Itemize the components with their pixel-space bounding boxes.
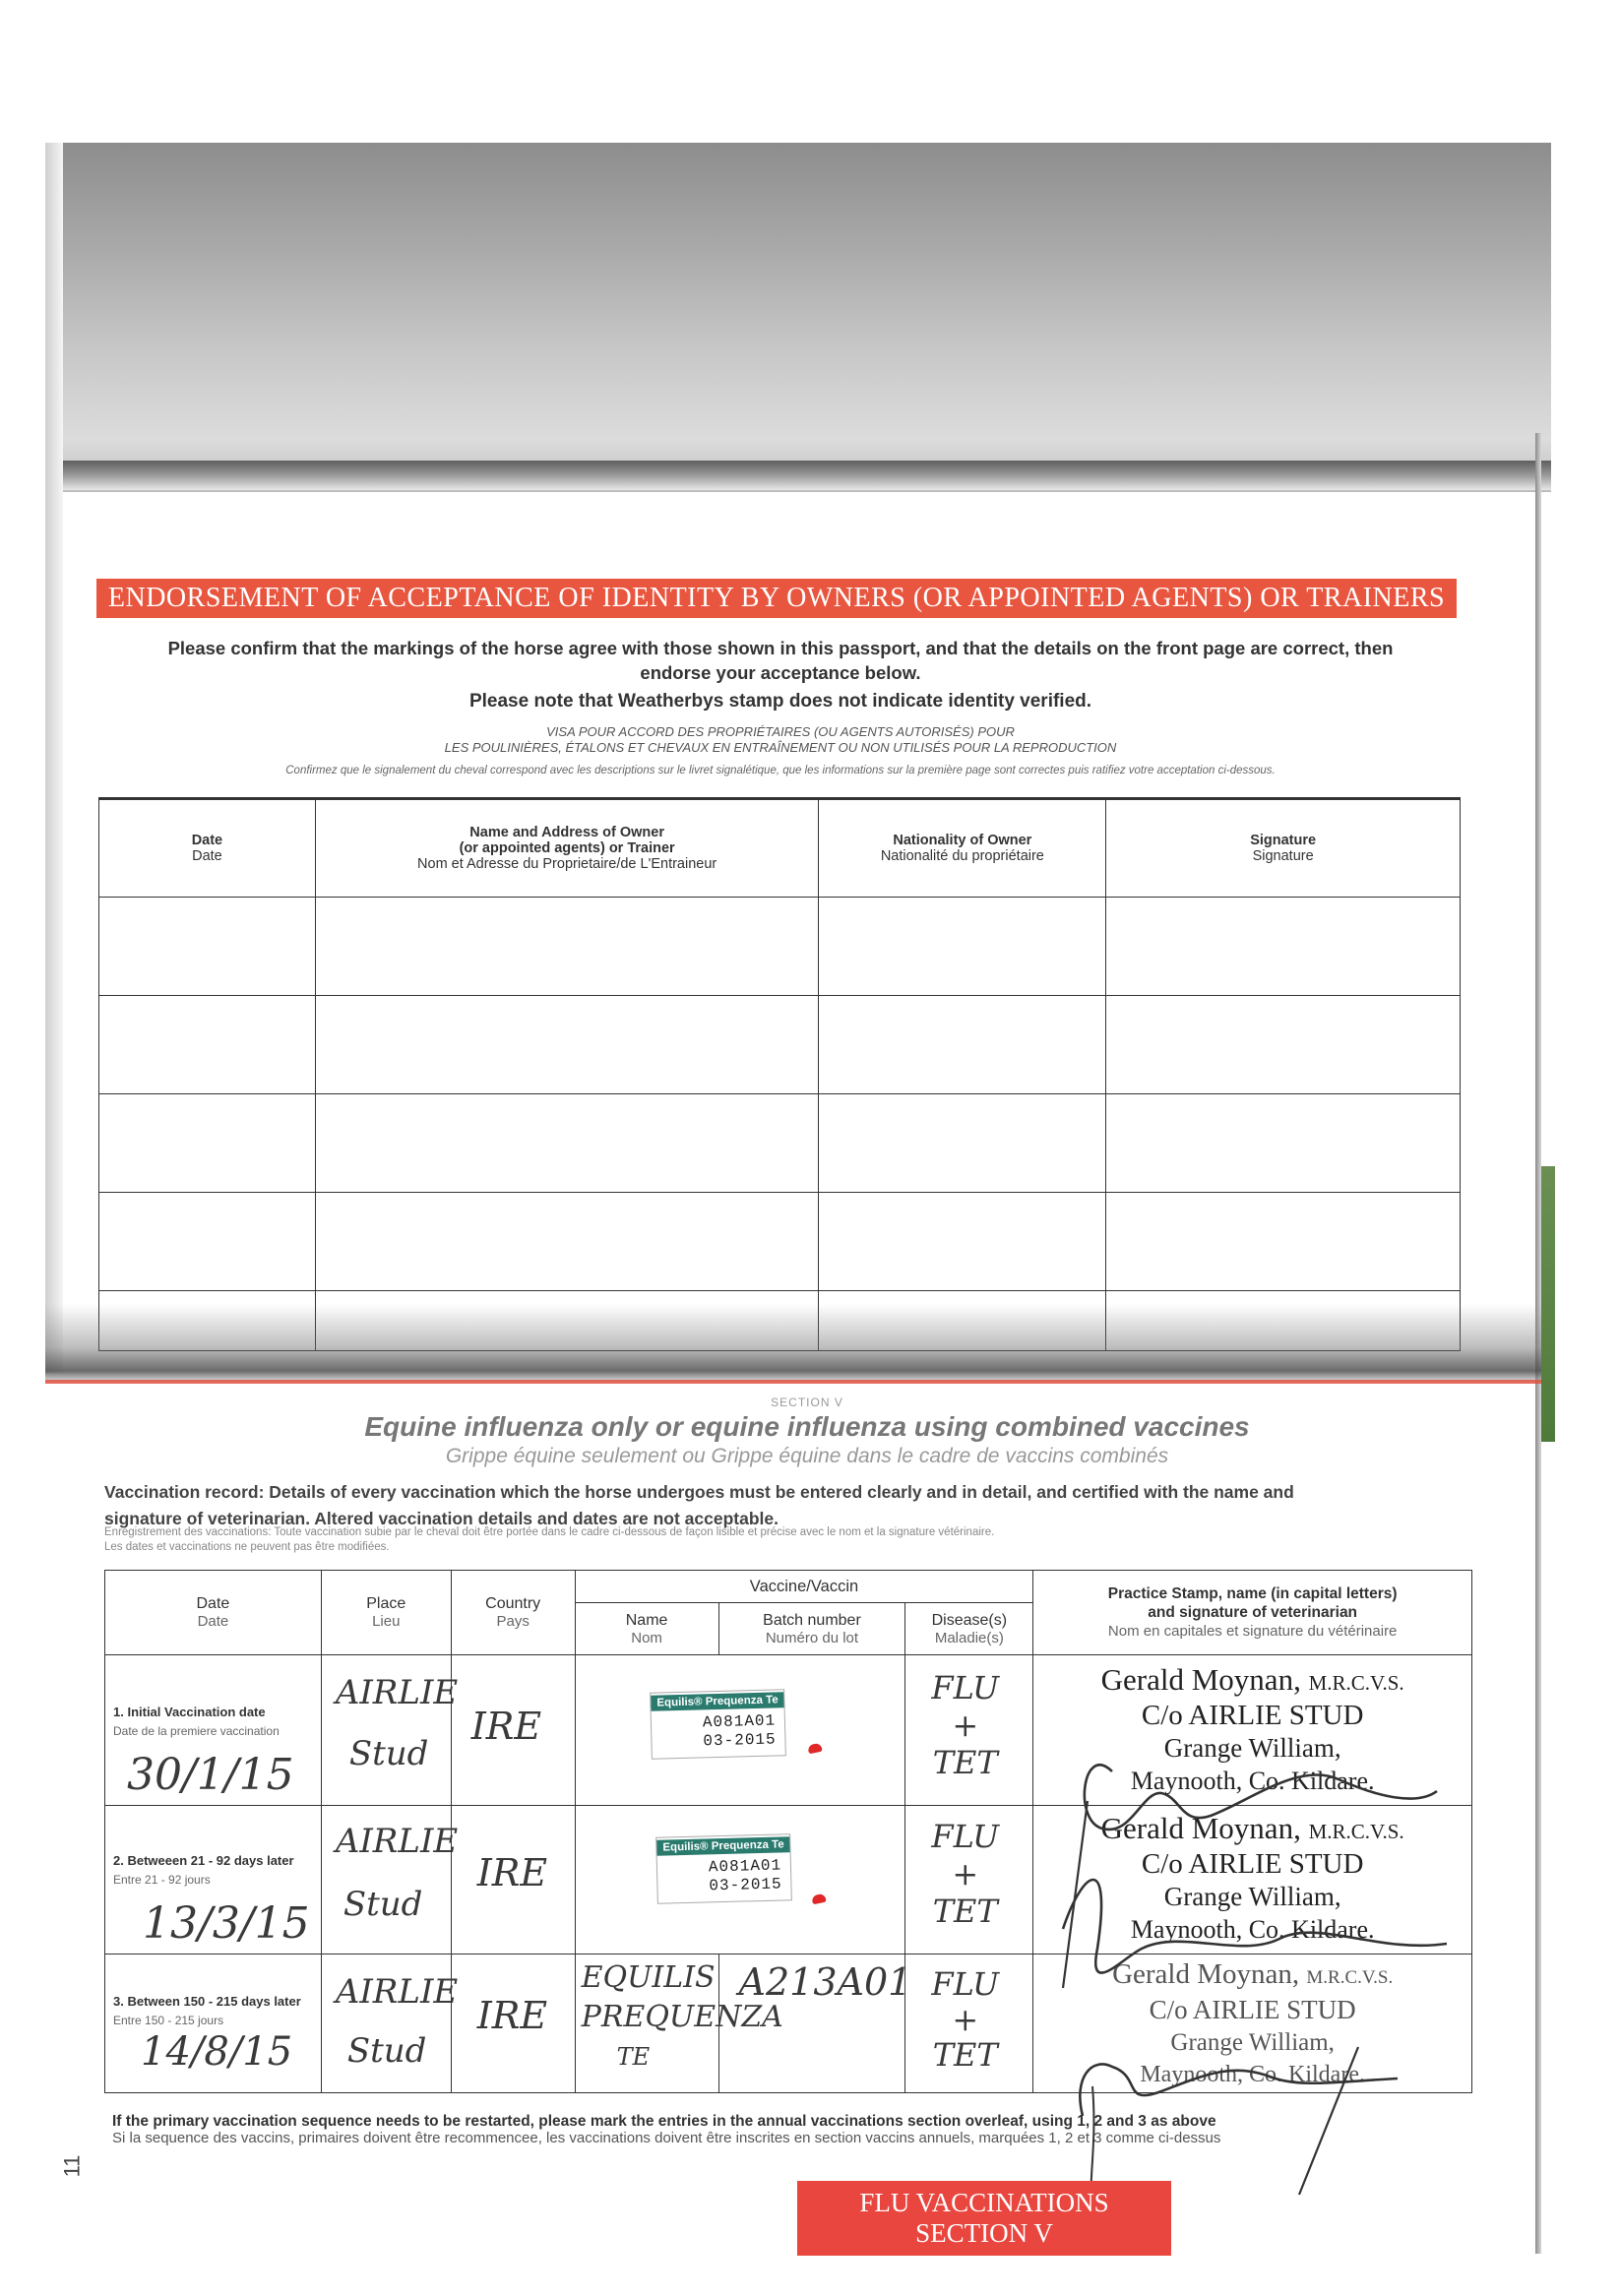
confirm-french: Confirmez que le signalement du cheval correspond avec les descriptions sur le livret signalétique, que les informations sur la première page sont correctes puis ratifiez votre acceptation ci-dessous.	[285, 765, 1276, 776]
cell-empty[interactable]	[99, 1094, 316, 1193]
col-date	[99, 799, 316, 898]
red-mark	[807, 1743, 823, 1755]
endorsement-header-row	[99, 799, 1461, 898]
stamp-line-4: Maynooth, Co. Kildare.	[1130, 1915, 1375, 1944]
handwritten-country: IRE	[476, 1994, 548, 2037]
row-label-fr: Date de la premiere vaccination	[113, 1724, 280, 1738]
disease-line-2: +	[952, 2001, 979, 2038]
col-signature-fr: Signature	[1252, 848, 1314, 864]
visa-french	[96, 724, 1464, 756]
col-owner-en2: (or appointed agents) or Trainer	[459, 840, 675, 856]
cell-empty[interactable]	[315, 1193, 819, 1291]
handwritten-disease	[931, 1818, 999, 1930]
vaccination-header-row-1	[105, 1571, 1472, 1603]
col-place-en: Place	[366, 1595, 406, 1612]
col-place	[321, 1571, 451, 1655]
col-disease-fr: Maladie(s)	[934, 1629, 1004, 1646]
vaccine-sticker	[650, 1689, 786, 1760]
stamp-name-line	[1033, 1958, 1471, 1994]
practice-stamp-cell[interactable]	[1033, 1806, 1472, 1955]
col-date-en: Date	[191, 833, 223, 848]
handwritten-date: 13/3/15	[143, 1898, 310, 1949]
disease-cell[interactable]	[905, 1955, 1033, 2093]
sticker-batch: A081A01	[708, 1856, 782, 1877]
col-owner-en: Name and Address of Owner	[469, 825, 664, 840]
section-tab	[797, 2181, 1171, 2256]
scan-page-edge	[45, 461, 1551, 490]
section-label: SECTION V	[771, 1396, 843, 1409]
col-signature-en: Signature	[1250, 833, 1317, 848]
handwritten-place-2: Stud	[348, 1734, 429, 1773]
page-fold-line	[45, 1380, 1541, 1384]
col-batch	[718, 1603, 905, 1655]
stamp-line-3: Grange William,	[1163, 1882, 1341, 1911]
restart-note: If the primary vaccination sequence needs to be restarted, please mark the entries in the annual vaccinations section overleaf, using 1, 2 and 3 as above	[112, 2113, 1216, 2130]
vaccine-label-cell[interactable]	[575, 1806, 905, 1955]
place-cell[interactable]	[321, 1806, 459, 1955]
batch-cell[interactable]	[718, 1955, 912, 2093]
visa-line-1: VISA POUR ACCORD DES PROPRIÉTAIRES (OU AGENTS AUTORISÉS) POUR	[546, 724, 1015, 739]
practice-stamp-cell[interactable]	[1033, 1655, 1472, 1806]
col-signature	[1106, 799, 1461, 898]
col-country	[451, 1571, 575, 1655]
country-cell[interactable]	[451, 1655, 575, 1806]
col-nationality	[819, 799, 1106, 898]
endorsement-banner: ENDORSEMENT OF ACCEPTANCE OF IDENTITY BY OWNERS (OR APPOINTED AGENTS) OR TRAINERS	[96, 579, 1457, 618]
col-practice-stamp	[1033, 1571, 1472, 1655]
cell-empty[interactable]	[819, 1193, 1106, 1291]
vaccine-name-line-3: TE	[616, 2043, 651, 2071]
handwritten-date: 14/8/15	[141, 2029, 293, 2075]
disease-line-1: FLU	[931, 1965, 1000, 2003]
stamp-line-4: Maynooth, Co. Kildare.	[1140, 2062, 1365, 2087]
vaccine-name-line-2: PREQUENZA	[581, 2000, 783, 2034]
row-label-fr: Entre 21 - 92 jours	[113, 1873, 211, 1887]
sticker-brand: Equilis® Prequenza Te	[656, 1836, 790, 1856]
vet-stamp	[1033, 1663, 1471, 1797]
cell-empty[interactable]	[819, 996, 1106, 1094]
section-tab-line-1: FLU VACCINATIONS	[859, 2188, 1109, 2217]
col-owner-fr: Nom et Adresse du Proprietaire/de L'Entraineur	[417, 856, 717, 872]
col-vac-date-fr: Date	[197, 1613, 229, 1630]
cell-empty[interactable]	[315, 1094, 819, 1193]
section-title: Equine influenza only or equine influenza using combined vaccines	[364, 1411, 1250, 1442]
country-cell[interactable]	[451, 1806, 575, 1955]
col-disease-en: Disease(s)	[931, 1611, 1008, 1629]
stamp-vet-name: Gerald Moynan,	[1100, 1662, 1301, 1697]
disease-line-2: +	[952, 1855, 979, 1893]
scan-shadow-top	[45, 143, 1551, 492]
col-disease	[905, 1603, 1033, 1655]
stamp-name-line	[1033, 1663, 1471, 1700]
handwritten-batch: A213A01	[738, 1960, 912, 2004]
col-owner	[315, 799, 819, 898]
col-nationality-fr: Nationalité du propriétaire	[880, 848, 1044, 864]
country-cell[interactable]	[451, 1955, 575, 2093]
page-number: 11	[59, 2154, 85, 2178]
cell-empty[interactable]	[819, 1094, 1106, 1193]
handwritten-date: 30/1/15	[127, 1750, 294, 1800]
stamp-name-line	[1033, 1812, 1471, 1848]
scan-shadow-left	[45, 143, 63, 1373]
red-mark	[811, 1893, 827, 1905]
col-vaccine-name-en: Name	[625, 1611, 668, 1629]
vaccine-sticker	[655, 1833, 792, 1904]
vaccination-table	[104, 1570, 1472, 2093]
stamp-vet-name: Gerald Moynan,	[1100, 1811, 1301, 1845]
disease-line-3: TET	[932, 1893, 998, 1930]
vac-date-cell[interactable]	[105, 1655, 322, 1806]
col-country-fr: Pays	[496, 1613, 530, 1630]
cell-empty[interactable]	[315, 898, 819, 996]
disease-cell[interactable]	[905, 1806, 1033, 1955]
col-country-en: Country	[485, 1595, 541, 1612]
disease-line-2: +	[952, 1706, 979, 1744]
sticker-expiry: 03-2015	[702, 1730, 777, 1751]
col-practice-fr: Nom en capitales et signature du vétérinaire	[1107, 1623, 1398, 1640]
row-label-fr: Entre 150 - 215 jours	[113, 2014, 224, 2027]
table-row	[105, 1806, 1472, 1955]
stamp-quals: M.R.C.V.S.	[1306, 1967, 1394, 1988]
col-vaccine-name	[575, 1603, 718, 1655]
cell-empty[interactable]	[819, 898, 1106, 996]
practice-stamp-cell[interactable]	[1033, 1955, 1472, 2093]
table-row	[105, 1655, 1472, 1806]
record-line-1: Vaccination record: Details of every vaccination which the horse undergoes must be entered clearly and in detail, and certified with the name and	[104, 1482, 1294, 1502]
sticker-batch: A081A01	[702, 1711, 777, 1732]
disease-line-3: TET	[932, 2036, 998, 2074]
page-fold-shadow	[45, 1304, 1541, 1383]
vac-date-cell[interactable]	[105, 1955, 322, 2093]
cell-empty[interactable]	[315, 996, 819, 1094]
vaccine-label-cell[interactable]	[575, 1655, 905, 1806]
cell-empty[interactable]	[1106, 996, 1461, 1094]
handwritten-place: AIRLIE	[335, 1673, 459, 1712]
col-practice-line-1: Practice Stamp, name (in capital letters)	[1107, 1585, 1398, 1602]
vaccination-record-french	[104, 1525, 1466, 1555]
record-fr-line-2: Les dates et vaccinations ne peuvent pas être modifiées.	[104, 1541, 390, 1553]
instructions-line-2: endorse your acceptance below.	[640, 662, 921, 683]
stamp-line-3: Grange William,	[1163, 1733, 1341, 1763]
vet-stamp	[1033, 1958, 1471, 2091]
handwritten-place: AIRLIE	[335, 1972, 459, 2012]
cell-empty[interactable]	[1106, 1193, 1461, 1291]
vet-stamp	[1033, 1812, 1471, 1946]
stamp-line-2: C/o AIRLIE STUD	[1141, 1848, 1364, 1880]
handwritten-place-2: Stud	[346, 2031, 427, 2071]
vac-date-cell[interactable]	[105, 1806, 322, 1955]
instructions-line-1: Please confirm that the markings of the horse agree with those shown in this passport, and that the details on the front page are correct, then	[167, 638, 1394, 658]
visa-line-2: LES POULINIÈRES, ÉTALONS ET CHEVAUX EN ENTRAÎNEMENT OU NON UTILISÉS POUR LA REPRODUCTION	[444, 740, 1117, 755]
col-vac-date	[105, 1571, 322, 1655]
handwritten-disease	[931, 1669, 999, 1781]
col-place-fr: Lieu	[372, 1613, 401, 1630]
table-row	[105, 1955, 1472, 2093]
restart-note-french: Si la sequence des vaccins, primaires doivent être recommencee, les vaccinations doivent être inscrites en section vaccins annuels, marquées 1, 2 et 3 comme ci-dessus	[112, 2130, 1221, 2146]
endorsement-table	[98, 797, 1461, 1351]
cell-empty[interactable]	[99, 996, 316, 1094]
stamp-vet-name: Gerald Moynan,	[1112, 1958, 1300, 1990]
section-subtitle: Grippe équine seulement ou Grippe équine dans le cadre de vaccins combinés	[445, 1445, 1169, 1467]
section-tab-line-2: SECTION V	[915, 2218, 1053, 2248]
vaccination-record-instructions	[104, 1479, 1466, 1532]
disease-line-1: FLU	[931, 1818, 1000, 1855]
disease-line-3: TET	[932, 1744, 998, 1781]
vaccine-name-cell[interactable]	[575, 1955, 783, 2093]
endorsement-instructions	[96, 636, 1464, 685]
col-vac-date-en: Date	[196, 1595, 230, 1612]
stamp-line-2: C/o AIRLIE STUD	[1149, 1995, 1356, 2024]
place-cell[interactable]	[321, 1955, 459, 2093]
row-label: 3. Between 150 - 215 days later	[113, 1994, 301, 2009]
record-fr-line-1: Enregistrement des vaccinations: Toute vaccination subie par le cheval doit être portée dans le cadre ci-dessous de façon lisible et précise avec le nom et la signature vétérinaire.	[104, 1526, 995, 1538]
vaccine-name-line-1: EQUILIS	[581, 1960, 716, 1995]
sticker-brand: Equilis® Prequenza Te	[651, 1692, 784, 1711]
handwritten-place-2: Stud	[343, 1885, 423, 1924]
handwritten-country: IRE	[470, 1705, 542, 1748]
stamp-line-3: Grange William,	[1170, 2029, 1335, 2056]
handwritten-country: IRE	[476, 1851, 548, 1894]
col-batch-en: Batch number	[763, 1611, 861, 1629]
cell-empty[interactable]	[1106, 898, 1461, 996]
handwritten-place: AIRLIE	[335, 1822, 459, 1861]
table-row	[99, 1193, 1461, 1291]
col-vaccine-name-fr: Nom	[631, 1629, 662, 1646]
table-row	[99, 996, 1461, 1094]
row-label: 1. Initial Vaccination date	[113, 1705, 266, 1719]
table-row	[99, 1094, 1461, 1193]
handwritten-disease	[931, 1966, 999, 2073]
cell-empty[interactable]	[99, 898, 316, 996]
place-cell[interactable]	[321, 1655, 459, 1806]
col-date-fr: Date	[192, 848, 222, 864]
col-batch-fr: Numéro du lot	[765, 1629, 859, 1646]
disease-line-1: FLU	[931, 1669, 1000, 1706]
row-label: 2. Betweeen 21 - 92 days later	[113, 1853, 294, 1868]
stamp-line-2: C/o AIRLIE STUD	[1141, 1700, 1364, 1731]
sticker-expiry: 03-2015	[708, 1875, 782, 1895]
record-line-2: signature of veterinarian. Altered vaccination details and dates are not acceptable.	[104, 1509, 779, 1528]
stamp-line-4: Maynooth, Co. Kildare.	[1130, 1767, 1375, 1795]
stamp-quals: M.R.C.V.S.	[1308, 1820, 1404, 1843]
weatherbys-note: Please note that Weatherbys stamp does not indicate identity verified.	[468, 691, 1092, 712]
cell-empty[interactable]	[99, 1193, 316, 1291]
stamp-quals: M.R.C.V.S.	[1308, 1671, 1404, 1695]
table-row	[99, 898, 1461, 996]
col-practice-line-2: and signature of veterinarian	[1148, 1604, 1358, 1621]
passport-cover-edge	[1541, 1166, 1555, 1442]
disease-cell[interactable]	[905, 1655, 1033, 1806]
cell-empty[interactable]	[1106, 1094, 1461, 1193]
col-vaccine-group: Vaccine/Vaccin	[575, 1571, 1033, 1603]
col-nationality-en: Nationality of Owner	[893, 833, 1032, 848]
